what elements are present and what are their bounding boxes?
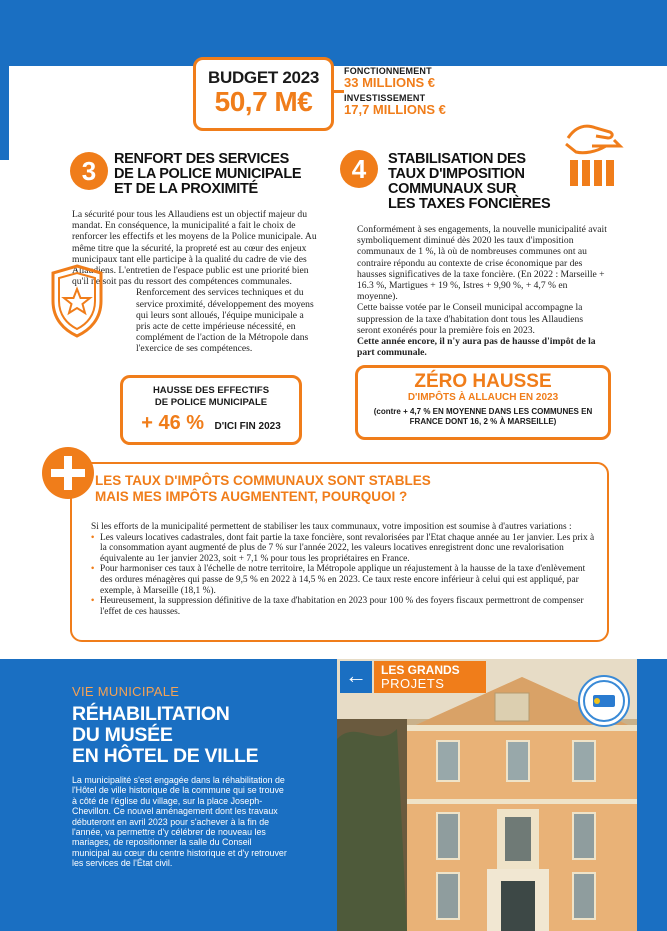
list-item: • Heureusement, la suppression définitive de la taxe d'habitation en 2023 pour 100 % des foyers fiscaux permettront de compenser l'effet de ces hausses. [91, 596, 597, 617]
section-3-paragraph: Renforcement des services techniques et du service proximité, développement des moyens qui leurs sont alloués, l'équipe municipale a pris acte de cette impérieuse nécessité, en complément de l'action de la Métropole dans l'exercice de ses compétences. [136, 287, 314, 355]
section-3-number: 3 [70, 152, 108, 190]
section-4-title [388, 152, 563, 212]
projects-tag-line: PROJETS [381, 676, 445, 691]
section-3-body [72, 209, 320, 355]
left-blue-strip [0, 66, 9, 160]
hand-coins-icon [562, 116, 624, 192]
zero-box-title: ZÉRO HAUSSE [414, 371, 552, 392]
police-box-title-line: HAUSSE DES EFFECTIFS [152, 385, 270, 396]
section-4-body [357, 224, 607, 358]
section-3-title-line: RENFORT DES SERVICES [114, 151, 290, 167]
fonctionnement-value: 33 MILLIONS € [344, 75, 436, 90]
budget-breakdown [344, 66, 504, 120]
tax-explanation-title [95, 473, 575, 505]
police-increase-box [120, 375, 302, 445]
tax-explanation-body [91, 522, 597, 617]
musee-title-line: EN HÔTEL DE VILLE [72, 745, 259, 767]
police-increase-value: + 46 % [141, 412, 205, 434]
back-arrow-icon: ← [340, 661, 372, 693]
list-item: • Pour harmoniser ces taux à l'échelle de notre territoire, la Métropole applique un réajustement à la hausse de la taxe d'enlèvement des ordures ménagères qui passe de 9,5 % en 2022 à 14,5 % en 2023. Ce taux reste encore inférieur à celui qui est appliqué, par exemple, à Marseille (18,1 %). [91, 564, 597, 596]
police-badge-icon [48, 263, 106, 339]
investissement-value: 17,7 MILLIONS € [344, 102, 446, 117]
investissement-label: INVESTISSEMENT [344, 93, 426, 103]
musee-title-line: RÉHABILITATION [72, 703, 230, 725]
projects-tag-line: LES GRANDS [381, 663, 460, 677]
section-4-title-line: TAUX D'IMPOSITION [388, 166, 525, 182]
section-4-title-line: COMMUNAUX SUR [388, 181, 517, 197]
zero-increase-box [355, 365, 611, 440]
musee-title-line: DU MUSÉE [72, 724, 173, 746]
tax-explanation-intro: Si les efforts de la municipalité permettent de stabiliser les taux communaux, votre imposition est soumise à d'autres variations : [91, 522, 572, 532]
police-increase-suffix: D'ICI FIN 2023 [214, 421, 281, 432]
musee-description: La municipalité s'est engagée dans la réhabilitation de l'Hôtel de ville historique de la commune qui se trouve à côté de l'église du village, sur la place Joseph-Chevillon. Ce nouvel aménagement dont les travaux débuteront en avril 2023 pour s'achever à la fin de l'année, va permettre d'y célébrer de nouveau les mariages, de repositionner la salle du Conseil municipal au cœur du centre historique et d'y retrouver les services de l'État civil. [72, 775, 287, 869]
section-4-title-line: LES TAXES FONCIÈRES [388, 196, 551, 212]
plus-icon [42, 447, 94, 499]
department-seal-logo [578, 675, 630, 727]
section-4-paragraph-bold: Cette année encore, il n'y aura pas de hausse d'impôt de la part communale. [357, 336, 596, 359]
section-kicker: VIE MUNICIPALE [72, 684, 180, 699]
police-box-title [123, 385, 299, 409]
police-box-row [123, 412, 299, 435]
section-4-title-line: STABILISATION DES [388, 151, 526, 167]
tax-explanation-title-line: LES TAUX D'IMPÔTS COMMUNAUX SONT STABLES [95, 473, 431, 488]
zero-box-note: (contre + 4,7 % EN MOYENNE DANS LES COMMUNES EN FRANCE DONT 16, 2 % À MARSEILLE) [373, 407, 593, 426]
zero-box-subtitle: D'IMPÔTS À ALLAUCH EN 2023 [407, 392, 559, 403]
projects-tag [374, 661, 486, 693]
tax-explanation-title-line: MAIS MES IMPÔTS AUGMENTENT, POURQUOI ? [95, 489, 408, 504]
tax-explanation-list [91, 533, 597, 618]
section-4-number: 4 [340, 150, 378, 188]
section-3-paragraph: La sécurité pour tous les Allaudiens est un objectif majeur du mandat. En conséquence, la municipalité a fait le choix de renforcer les effectifs et les moyens de la Police municipale. Au même titre que la sécurité, la propreté est au cœur des enjeux municipaux tant elle participe à la qualité du cadre de vie des Allaudiens. L'entretien de l'espace public est une priorité bien qu'il ne soit pas du ressort des compétences communales. [72, 209, 317, 288]
budget-total: 50,7 M€ [214, 86, 313, 117]
section-3-title-line: DE LA POLICE MUNICIPALE [114, 166, 302, 182]
section-4-paragraph: Conformément à ses engagements, la nouvelle municipalité avait symboliquement diminué dès 2020 les taux d'imposition communaux de 1 %, là où de nombreuses communes ont au contraire répondu au contexte de crise économique par des hausses significatives de la taxe foncière. (En 2022 : Marseille + 16.3 %, Martigues + 19 %, Istres + 9,90 %, + 4,7 % en moyenne). [357, 224, 607, 303]
budget-title: BUDGET 2023 [207, 68, 320, 87]
section-4-paragraph: Cette baisse votée par le Conseil municipal accompagne la suppression de la taxe d'habitation dont tous les Allaudiens seront exonérés pour la première fois en 2023. [357, 302, 584, 336]
police-box-title-line: DE POLICE MUNICIPALE [154, 397, 268, 408]
section-3-title-line: ET DE LA PROXIMITÉ [114, 181, 258, 197]
budget-box [193, 57, 334, 131]
list-item: • Les valeurs locatives cadastrales, dont fait partie la taxe foncière, sont revalorisées par l'Etat chaque année au 1er janvier. Les prix à la consommation ayant augmenté de plus de 7 % sur l'année 2022, les valeurs locatives enregistrent donc une revalorisation équivalente au 1er janvier 2023, soit + 7,1 % pour tous les propriétaires en France. [91, 533, 597, 565]
fonctionnement-label: FONCTIONNEMENT [344, 66, 432, 76]
musee-title [72, 704, 312, 767]
section-3-title [114, 152, 314, 197]
top-blue-band [0, 0, 667, 66]
